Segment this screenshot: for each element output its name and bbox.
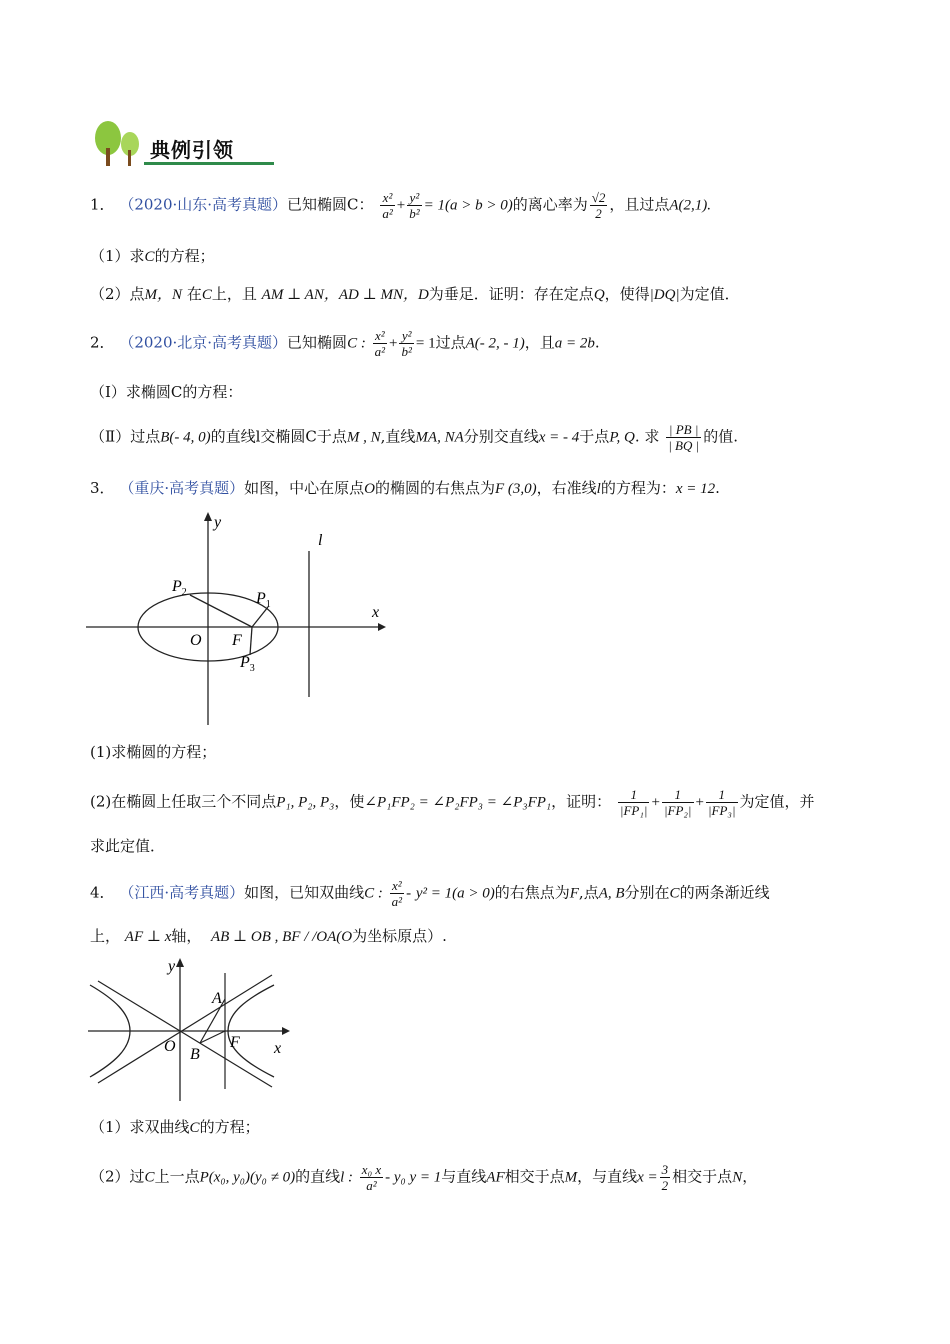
fig2-label-a: A [212,990,222,1007]
fig1-label-p2: $P_2$ [172,578,187,598]
fig1-label-y: y [214,514,222,531]
fig1-fp3 [250,627,252,655]
header-title: 典例引领 [150,138,234,162]
q2-sub1: （Ⅰ）求椭圆C的方程： [90,383,243,401]
q2-line1: 2． （2020·北京·高考真题）已知椭圆C : $\frac{\text{x²}}{\text{a²}}$ + $\frac{\text{y²}}{\text{b²}}$ = 1过点A(- 2, - 1)，且a = 2b. [90,328,600,359]
q4-sub2: （2）过C上一点P(x₀, y₀)(y₀ ≠ 0)的直线l : $\frac{\text{x₀ x}}{\text{a²}}$ - y₀ y = 1与直线AF相交于点M，与直线x = $\frac{3}{2}$ 相交于点N， [90,1162,758,1193]
fig1-label-p1: $P_1$ [256,590,271,610]
fig1-label-f: F [232,632,242,649]
fig2-label-o: O [164,1038,176,1055]
fig2-label-f: F [230,1034,240,1051]
q3-line1: 3． （重庆·高考真题）如图，中心在原点O的椭圆的右焦点为F (3,0)，右准线l的方程为：x = 12. [90,479,720,497]
tree-icon [90,120,150,168]
fig2-x-arrow [282,1027,290,1035]
q4-line2: 上， AF ⊥ x轴， AB ⊥ OB , BF / /OA(O为坐标原点）. [90,927,447,945]
fig1-x-arrow [378,623,386,631]
header-underline [144,162,274,165]
fig2-label-b: B [190,1046,200,1063]
q4-sub1: （1）求双曲线C的方程； [90,1118,260,1136]
fig1-label-l: l [318,532,323,549]
fig1-fp1 [252,607,268,627]
fig2-label-y: y [168,958,176,975]
hyperbola-figure [84,955,304,1105]
q2-sub2: （Ⅱ）过点B(- 4, 0)的直线l交椭圆C于点M , N,直线MA, NA分别交直线x = - 4于点P, Q. 求 $\frac{| PB |}{| BQ |}$ 的值. [90,422,738,453]
fig2-asymptote-1 [98,981,272,1087]
q3-sub2: (2)在椭圆上任取三个不同点P₁, P₂, P₃，使∠P₁FP₂ = ∠P₂FP₃ = ∠P₃FP₁，证明： $\frac{1}{\text{|FP₁|}}$ + $\frac{1}{\text{|FP₂|}}$ + $\frac{1}{\text{|FP₃|}}$ 为定值，并 [90,787,815,818]
fig2-asymptote-2 [98,975,272,1083]
q3-sub1: (1)求椭圆的方程； [90,743,217,761]
fig1-fp2 [190,595,252,627]
fig1-y-arrow [204,512,212,521]
fig1-label-p3: $P_3$ [240,654,255,674]
fig2-label-x: x [274,1040,282,1057]
q1-sub1: （1）求C的方程； [90,247,215,265]
fig2-y-arrow [176,958,184,967]
ellipse-figure [80,505,400,735]
section-header [90,120,275,168]
q3-sub2-cont: 求此定值． [90,837,166,855]
fig1-label-x: x [372,604,380,621]
q1-line1: 1． （2020·山东·高考真题）已知椭圆C： $\frac{\text{x²}}{\text{a²}}$ + $\frac{\text{y²}}{\text{b²}}$ = 1(a > b > 0)的离心率为 $\frac{√2}{2}$ ，且过点A(2,1). [90,190,712,221]
q1-sub2: （2）点M，N 在C上，且 AM ⊥ AN，AD ⊥ MN，D为垂足．证明：存在定点Q，使得|DQ|为定值． [90,285,740,303]
q4-line1: 4． （江西·高考真题）如图，已知双曲线C : $\frac{\text{x²}}{\text{a²}}$ - y² = 1(a > 0)的右焦点为F,点A, B分别在C的两条渐近线 [90,878,770,909]
fig1-label-o: O [190,632,202,649]
